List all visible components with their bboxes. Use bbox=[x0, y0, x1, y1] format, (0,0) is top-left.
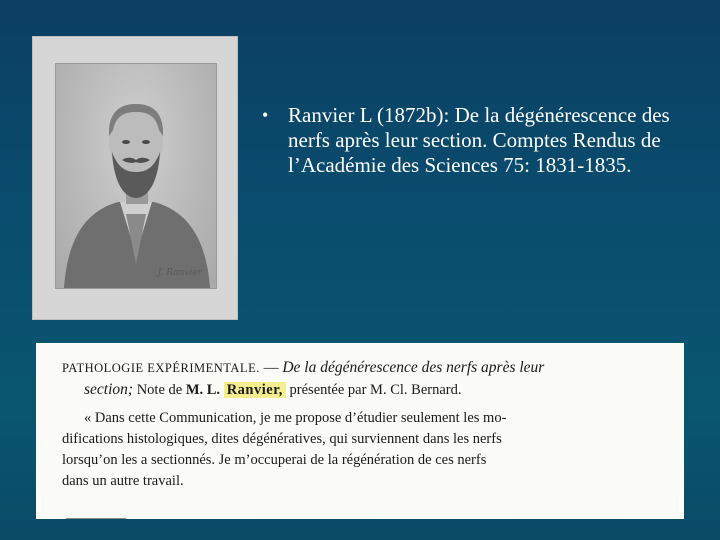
article-title-line1: De la dégénérescence des nerfs après leur bbox=[282, 359, 545, 376]
document-excerpt bbox=[36, 343, 684, 519]
author-initials: M. L. bbox=[185, 382, 221, 398]
heading-dash: — bbox=[259, 360, 283, 376]
portrait-signature: J. Ranvier bbox=[157, 268, 202, 278]
reference-text: Ranvier L (1872b): De la dégénérescence des nerfs après leur section. Comptes Rendus de l’Académie des Sciences 75: 1831-1835. bbox=[288, 103, 670, 177]
section-label: PATHOLOGIE EXPÉRIMENTALE. bbox=[62, 361, 260, 375]
excerpt-paragraph-line1 bbox=[62, 408, 660, 429]
article-title-line2: section; bbox=[84, 381, 134, 398]
presented-by: présentée par M. Cl. Bernard. bbox=[285, 382, 462, 398]
portrait-photo bbox=[32, 36, 238, 320]
excerpt-paragraph-line4: dans un autre travail. bbox=[62, 473, 184, 489]
author-name-highlight: Ranvier, bbox=[224, 382, 286, 398]
excerpt-paragraph-line2: difications histologiques, dites dégénératives, qui surviennent dans les nerfs bbox=[62, 431, 502, 447]
note-prefix: Note de bbox=[133, 382, 186, 398]
portrait-figure bbox=[56, 64, 216, 288]
portrait-engraving bbox=[55, 63, 217, 289]
reference-bullet bbox=[262, 103, 702, 178]
bullet-marker: • bbox=[262, 105, 269, 125]
excerpt-heading-line bbox=[62, 357, 660, 379]
excerpt-author-line bbox=[62, 379, 660, 401]
excerpt-rule bbox=[66, 518, 126, 519]
paragraph-text-1: Dans cette Communication, je me propose d’étudier seulement les mo- bbox=[94, 410, 507, 426]
quote-open: « bbox=[84, 410, 92, 426]
excerpt-paragraph-line3: lorsqu’on les a sectionnés. Je m’occuperai de la régénération de ces nerfs bbox=[62, 452, 487, 468]
bullet-item bbox=[262, 103, 702, 178]
